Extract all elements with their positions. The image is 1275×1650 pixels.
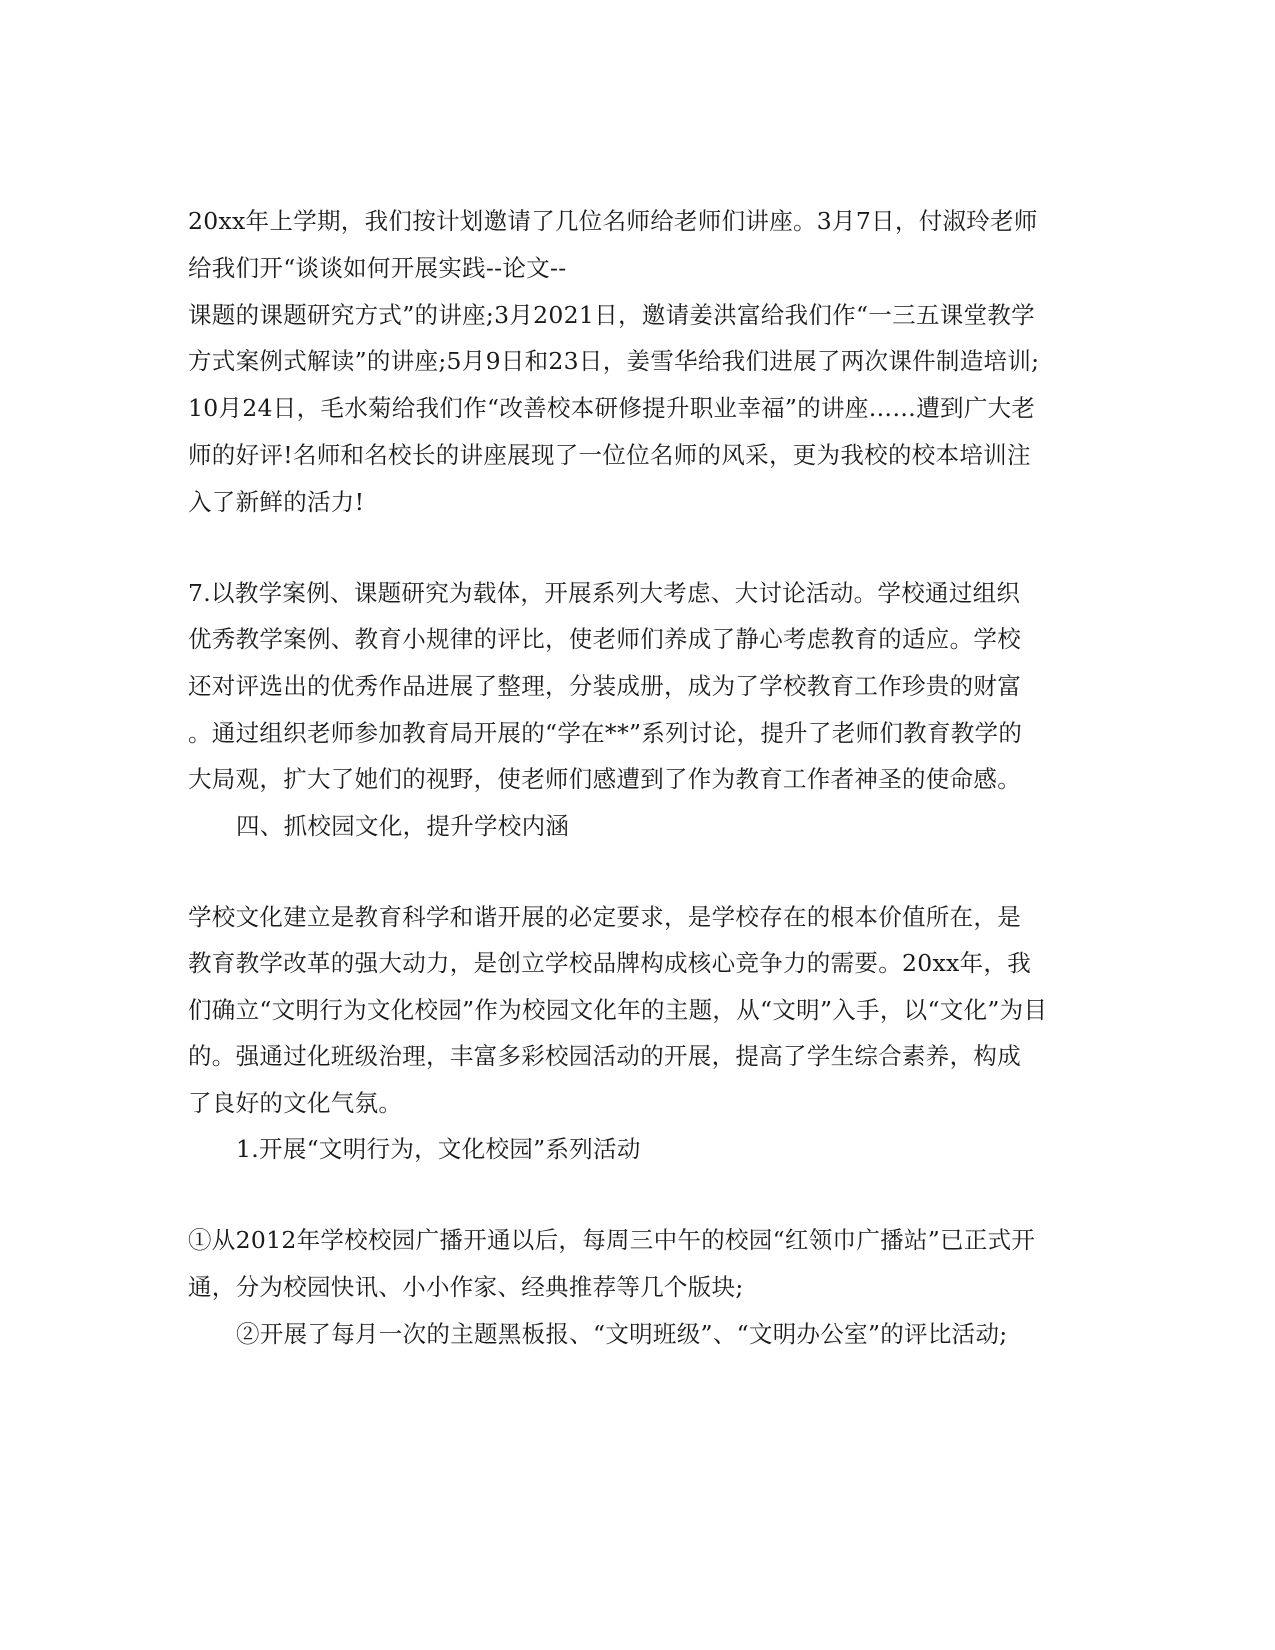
paragraph-3-line-3: 们确立“文明行为文化校园”作为校园文化年的主题，从“文明”入手，以“文化”为目 (188, 996, 1048, 1024)
paragraph-3-line-1: 学校文化建立是教育科学和谐开展的必定要求，是学校存在的根本价值所在，是 (188, 903, 1021, 931)
item-1-line-1: ①从2012年学校校园广播开通以后，每周三中午的校园“红领巾广播站”已正式开 (188, 1226, 1036, 1254)
paragraph-2-line-1: 7.以教学案例、课题研究为载体，开展系列大考虑、大讨论活动。学校通过组织 (188, 579, 1021, 607)
paragraph-1-line-4: 方式案例式解读”的讲座;5月9日和23日，姜雪华给我们进展了两次课件制造培训; (188, 347, 1040, 375)
paragraph-1-line-7: 入了新鲜的活力! (188, 488, 365, 516)
paragraph-1-line-6: 师的好评!名师和名校长的讲座展现了一位位名师的风采，更为我校的校本培训注 (188, 441, 1031, 469)
paragraph-3-line-4: 的。强通过化班级治理，丰富多彩校园活动的开展，提高了学生综合素养，构成 (188, 1042, 1021, 1070)
paragraph-1-line-5: 10月24日，毛水菊给我们作“改善校本研修提升职业幸福”的讲座……遭到广大老 (188, 394, 1036, 422)
paragraph-2-line-5: 大局观，扩大了她们的视野，使老师们感遭到了作为教育工作者神圣的使命感。 (188, 765, 1021, 793)
paragraph-3-line-2: 教育教学改革的强大动力，是创立学校品牌构成核心竞争力的需要。20xx年，我 (188, 949, 1032, 977)
item-1-line-2: 通，分为校园快讯、小小作家、经典推荐等几个版块; (188, 1273, 744, 1301)
subheading-1: 1.开展“文明行为，文化校园”系列活动 (236, 1135, 641, 1163)
paragraph-1-line-3: 课题的课题研究方式”的讲座;3月2021日，邀请姜洪富给我们作“一三五课堂教学 (188, 301, 1035, 329)
paragraph-3-line-5: 了良好的文化气氛。 (188, 1089, 403, 1117)
paragraph-1-line-2: 给我们开“谈谈如何开展实践--论文-- (188, 254, 567, 282)
item-2: ②开展了每月一次的主题黑板报、“文明班级”、“文明办公室”的评比活动; (236, 1320, 1008, 1348)
paragraph-1-line-1: 20xx年上学期，我们按计划邀请了几位名师给老师们讲座。3月7日，付淑玲老师 (188, 207, 1038, 235)
paragraph-2-line-2: 优秀教学案例、教育小规律的评比，使老师们养成了静心考虑教育的适应。学校 (188, 625, 1021, 653)
section-heading-4: 四、抓校园文化，提升学校内涵 (236, 812, 570, 840)
paragraph-2-line-3: 还对评选出的优秀作品进展了整理，分装成册，成为了学校教育工作珍贵的财富 (188, 672, 1021, 700)
paragraph-2-line-4: 。通过组织老师参加教育局开展的“学在**”系列讨论，提升了老师们教育教学的 (188, 719, 1023, 747)
